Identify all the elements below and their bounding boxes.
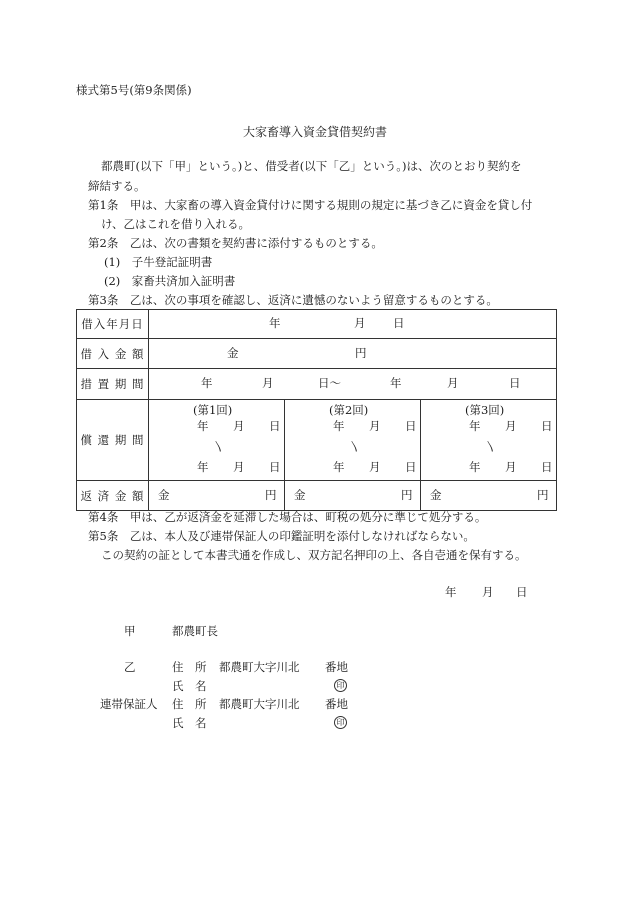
borrow-kin: 金 [227, 346, 239, 360]
grace-start-year: 年 [201, 376, 213, 390]
inst-1-to-year: 年 [197, 460, 209, 474]
guarantor-label: 連帯保証人 [100, 697, 158, 711]
party-otsu-label: 乙 [124, 660, 136, 674]
date-year: 年 [445, 585, 457, 599]
label-borrow-date: 借入年月日 [77, 310, 149, 339]
repay-amount-1[interactable] [149, 481, 285, 511]
inst-2-wave: 〵 [349, 440, 361, 454]
inst-2-from-year: 年 [333, 419, 345, 433]
inst-3-from-year: 年 [469, 419, 481, 433]
form-number: 様式第5号(第9条関係) [76, 83, 192, 97]
inst-2-to-year: 年 [333, 460, 345, 474]
row-borrow-date [77, 310, 557, 339]
inst-3-to-year: 年 [469, 460, 481, 474]
installment-1[interactable] [149, 400, 285, 481]
value-grace-period[interactable] [149, 369, 557, 400]
inst-3-wave: 〵 [485, 440, 497, 454]
inst-1-from-month: 月 [233, 419, 245, 433]
article-3: 第3条 乙は、次の事項を確認し、返済に遺憾のないよう留意するものとする。 [88, 293, 498, 307]
article-2-item-1: (1) 子牛登記証明書 [104, 255, 213, 269]
inst-2-to-day: 日 [405, 460, 417, 474]
installment-2-label: (第2回) [329, 403, 369, 417]
inst-1-wave: 〵 [213, 440, 225, 454]
label-grace-period: 措 置 期 間 [77, 369, 149, 400]
otsu-address-value[interactable]: 都農町大字川北 [219, 660, 300, 674]
row-repay-amount [77, 481, 557, 511]
repay-1-kin: 金 [158, 488, 170, 502]
installment-2[interactable] [285, 400, 421, 481]
value-borrow-amount[interactable] [149, 339, 557, 369]
repay-3-yen: 円 [537, 488, 549, 502]
article-1-line-2: け、乙はこれを借り入れる。 [101, 217, 251, 231]
row-grace-period [77, 369, 557, 400]
label-borrow-amount: 借 入 金 額 [77, 339, 149, 369]
repay-2-kin: 金 [294, 488, 306, 502]
borrow-year: 年 [269, 316, 281, 330]
label-repay-period: 償 還 期 間 [77, 400, 149, 481]
inst-2-to-month: 月 [369, 460, 381, 474]
inst-1-from-year: 年 [197, 419, 209, 433]
grace-end-day: 日 [509, 376, 521, 390]
inst-3-to-month: 月 [505, 460, 517, 474]
installment-3-label: (第3回) [465, 403, 505, 417]
label-repay-amount: 返 済 金 額 [77, 481, 149, 511]
intro-line-2: 締結する。 [88, 179, 146, 193]
inst-2-from-month: 月 [369, 419, 381, 433]
guarantor-address-value[interactable]: 都農町大字川北 [219, 697, 300, 711]
repay-1-yen: 円 [265, 488, 277, 502]
article-5: 第5条 乙は、本人及び連帯保証人の印鑑証明を添付しなければならない。 [88, 529, 475, 543]
guarantor-banchi: 番地 [325, 697, 348, 711]
guarantor-address-label: 住 所 [172, 697, 207, 711]
repay-2-yen: 円 [401, 488, 413, 502]
row-borrow-amount [77, 339, 557, 369]
otsu-banchi: 番地 [325, 660, 348, 674]
date-month: 月 [482, 585, 494, 599]
loan-terms-table [76, 309, 557, 511]
borrow-yen: 円 [355, 346, 367, 360]
guarantor-seal-mark: 印 [334, 716, 347, 729]
party-kou-label: 甲 [124, 624, 136, 638]
closing-statement: この契約の証として本書弐通を作成し、双方記名押印の上、各自壱通を保有する。 [101, 548, 527, 562]
document-title: 大家畜導入資金貸借契約書 [242, 125, 387, 139]
repay-3-kin: 金 [430, 488, 442, 502]
inst-1-from-day: 日 [269, 419, 281, 433]
grace-start-month: 月 [262, 376, 274, 390]
date-day: 日 [516, 585, 528, 599]
otsu-address-label: 住 所 [172, 660, 207, 674]
repay-amount-2[interactable] [285, 481, 421, 511]
article-2-item-2: (2) 家畜共済加入証明書 [104, 274, 236, 288]
borrow-day: 日 [393, 316, 405, 330]
inst-3-from-day: 日 [541, 419, 553, 433]
inst-2-from-day: 日 [405, 419, 417, 433]
otsu-seal-icon [334, 679, 347, 692]
article-1-line-1: 第1条 甲は、大家畜の導入資金貸付けに関する規則の規定に基づき乙に資金を貸し付 [88, 198, 533, 212]
grace-end-month: 月 [447, 376, 459, 390]
inst-1-to-day: 日 [269, 460, 281, 474]
repay-amount-3[interactable] [421, 481, 557, 511]
inst-3-from-month: 月 [505, 419, 517, 433]
installment-3[interactable] [421, 400, 557, 481]
installment-1-label: (第1回) [193, 403, 233, 417]
article-2: 第2条 乙は、次の書類を契約書に添付するものとする。 [88, 236, 383, 250]
party-kou-name: 都農町長 [172, 624, 218, 638]
guarantor-seal-icon [334, 716, 347, 729]
otsu-name-label: 氏 名 [172, 679, 207, 693]
intro-line-1: 都農町(以下「甲」という。)と、借受者(以下「乙」という。)は、次のとおり契約を [101, 159, 522, 173]
article-4: 第4条 甲は、乙が返済金を延滞した場合は、町税の処分に準じて処分する。 [88, 510, 487, 524]
inst-3-to-day: 日 [541, 460, 553, 474]
row-repay-period [77, 400, 557, 481]
otsu-seal-mark: 印 [334, 679, 347, 692]
grace-end-year: 年 [390, 376, 402, 390]
borrow-month: 月 [354, 316, 366, 330]
value-borrow-date[interactable] [149, 310, 557, 339]
grace-start-day: 日〜 [318, 376, 341, 390]
guarantor-name-label: 氏 名 [172, 716, 207, 730]
inst-1-to-month: 月 [233, 460, 245, 474]
